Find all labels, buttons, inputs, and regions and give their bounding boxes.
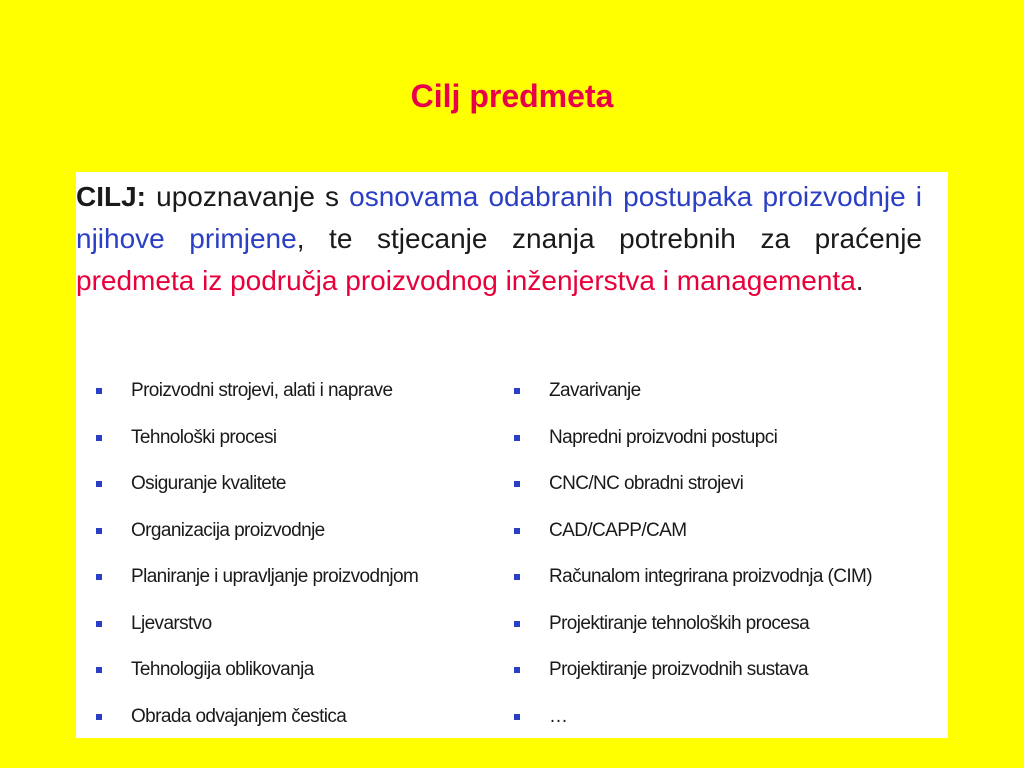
goal-paragraph — [76, 176, 922, 302]
slide-title: Cilj predmeta — [410, 78, 614, 114]
content-box — [76, 172, 948, 738]
bullet-icon — [514, 528, 520, 534]
list-item — [514, 415, 944, 462]
subjects-list-left — [96, 368, 496, 740]
list-item — [514, 461, 944, 508]
bullet-icon — [96, 714, 102, 720]
list-item — [514, 694, 944, 741]
goal-text-part5: . — [855, 265, 864, 296]
goal-text-part1: upoznavanje s — [146, 181, 350, 212]
list-item-label: Tehnologija oblikovanja — [131, 659, 314, 681]
list-item — [96, 461, 496, 508]
bullet-icon — [514, 574, 520, 580]
list-item — [514, 554, 944, 601]
list-item — [96, 368, 496, 415]
bullet-icon — [96, 621, 102, 627]
list-item-label: Projektiranje proizvodnih sustava — [549, 659, 809, 681]
list-item-label: Organizacija proizvodnje — [131, 519, 325, 541]
list-item — [96, 415, 496, 462]
list-item-label: Napredni proizvodni postupci — [549, 426, 778, 448]
bullet-icon — [96, 667, 102, 673]
list-item-label: … — [549, 705, 568, 727]
list-item — [96, 554, 496, 601]
list-item — [514, 368, 944, 415]
list-item-label: Planiranje i upravljanje proizvodnjom — [131, 566, 419, 588]
subjects-list-right — [514, 368, 944, 740]
list-item-label: Tehnološki procesi — [131, 426, 277, 448]
list-item — [514, 601, 944, 648]
bullet-icon — [96, 388, 102, 394]
list-item-label: Računalom integrirana proizvodnja (CIM) — [549, 566, 872, 588]
bullet-icon — [514, 388, 520, 394]
goal-label: CILJ: — [76, 181, 146, 212]
list-item-label: CNC/NC obradni strojevi — [549, 473, 744, 495]
bullet-icon — [514, 667, 520, 673]
list-item — [514, 508, 944, 555]
list-item — [96, 647, 496, 694]
bullet-icon — [96, 481, 102, 487]
list-item-label: Projektiranje tehnoloških procesa — [549, 612, 810, 634]
bullet-icon — [96, 435, 102, 441]
list-item-label: Ljevarstvo — [131, 612, 212, 634]
bullet-icon — [96, 528, 102, 534]
goal-text-red: predmeta iz područja proizvodnog inženjerstva i managementa — [76, 265, 856, 296]
list-item — [514, 647, 944, 694]
list-item-label: Zavarivanje — [549, 380, 641, 402]
bullet-icon — [96, 574, 102, 580]
goal-text-part3: , te stjecanje znanja potrebnih za praćenje — [296, 223, 923, 254]
list-item — [96, 694, 496, 741]
bullet-icon — [514, 435, 520, 441]
goal-text-blue: osnovama odabranih postupaka proizvodnje i njihove primjene — [76, 181, 922, 254]
list-item-label: Osiguranje kvalitete — [131, 473, 286, 495]
list-item-label: CAD/CAPP/CAM — [549, 519, 687, 541]
list-item — [96, 508, 496, 555]
bullet-icon — [514, 621, 520, 627]
bullet-icon — [514, 481, 520, 487]
list-item-label: Proizvodni strojevi, alati i naprave — [131, 380, 393, 402]
bullet-icon — [514, 714, 520, 720]
list-item-label: Obrada odvajanjem čestica — [131, 705, 347, 727]
list-item — [96, 601, 496, 648]
